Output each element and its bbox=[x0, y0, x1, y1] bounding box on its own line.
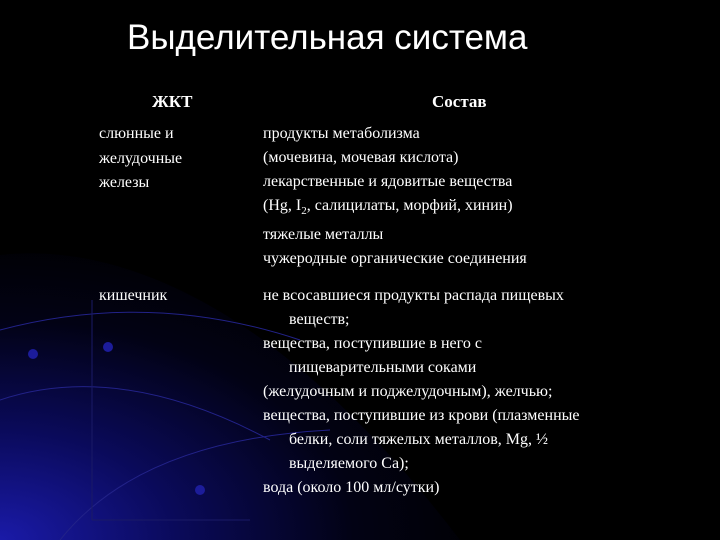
composition-line: (мочевина, мочевая кислота) bbox=[263, 149, 459, 166]
decor-dot-1 bbox=[28, 349, 38, 359]
decor-dot-3 bbox=[195, 485, 205, 495]
composition-line: продукты метаболизма bbox=[263, 125, 420, 142]
organ-cell-glands bbox=[99, 122, 249, 196]
column-header-organ: ЖКТ bbox=[152, 92, 193, 111]
composition-line: не всосавшиеся продукты распада пищевых bbox=[263, 287, 564, 304]
composition-line: белки, соли тяжелых металлов, Mg, ½ bbox=[289, 431, 549, 448]
composition-line: вода (около 100 мл/сутки) bbox=[263, 479, 440, 496]
organ-line: слюнные и bbox=[99, 125, 174, 142]
organ-line: желудочные bbox=[99, 149, 183, 167]
composition-line: вещества, поступившие из крови (плазменные bbox=[263, 407, 580, 424]
organ-cell-intestine bbox=[99, 284, 249, 309]
composition-line: чужеродные органические соединения bbox=[263, 250, 527, 268]
composition-line: выделяемого Ca); bbox=[289, 455, 409, 472]
organ-line: кишечник bbox=[99, 287, 168, 304]
composition-line: вещества, поступившие в него с bbox=[263, 335, 482, 352]
composition-line: пищеварительными соками bbox=[289, 359, 477, 376]
organ-line: железы bbox=[99, 174, 150, 191]
composition-line: тяжелые металлы bbox=[263, 226, 384, 244]
decor-dot-2 bbox=[103, 342, 113, 352]
slide-title: Выделительная система bbox=[127, 18, 528, 57]
column-header-composition: Состав bbox=[432, 92, 487, 111]
composition-line: (желудочным и поджелудочным), желчью; bbox=[263, 383, 553, 400]
composition-line: лекарственные и ядовитые вещества bbox=[263, 173, 513, 190]
composition-cell-intestine bbox=[263, 284, 703, 500]
composition-line: (Hg, $I_2$, салицилаты, морфий, хинин) bbox=[263, 197, 513, 218]
composition-line: веществ; bbox=[289, 311, 350, 328]
composition-cell-glands bbox=[263, 122, 703, 271]
